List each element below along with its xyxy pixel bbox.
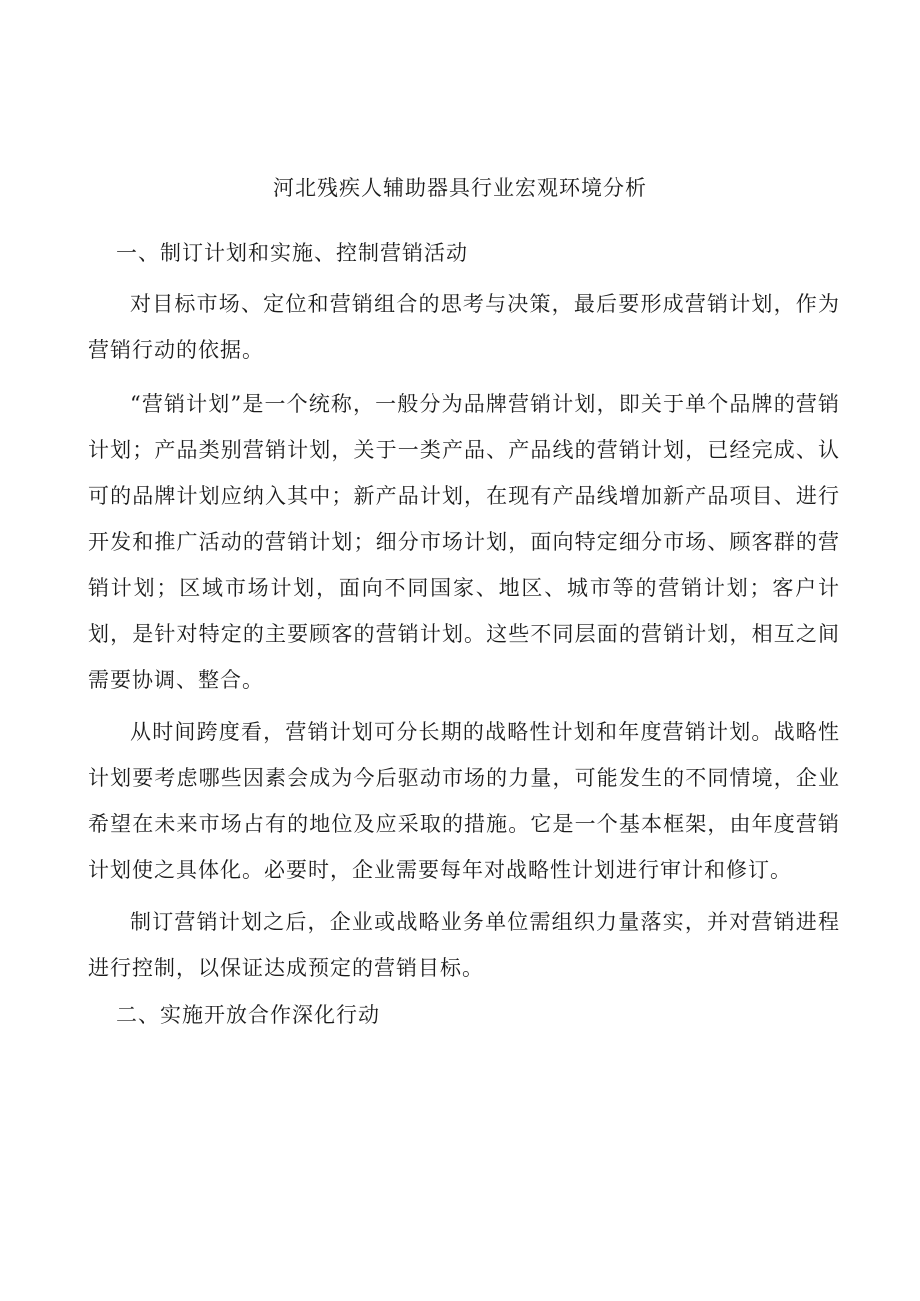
paragraph-3: 从时间跨度看，营销计划可分长期的战略性计划和年度营销计划。战略性计划要考虑哪些因素会成为今后驱动市场的力量，可能发生的不同情境，企业希望在未来市场占有的地位及应采取的措施。它是一个基本框架，由年度营销计划使之具体化。必要时，企业需要每年对战略性计划进行审计和修订。: [88, 720, 840, 882]
document-title: 河北残疾人辅助器具行业宏观环境分析: [273, 176, 647, 200]
document-body: [88, 233, 840, 1035]
section-heading-1: 一、制订计划和实施、控制营销活动: [116, 241, 468, 265]
section-heading-2: 二、实施开放合作深化行动: [116, 1003, 380, 1027]
paragraph-4: 制订营销计划之后，企业或战略业务单位需组织力量落实，并对营销进程进行控制，以保证达成预定的营销目标。: [88, 910, 840, 980]
paragraph-2: “营销计划”是一个统称，一般分为品牌营销计划，即关于单个品牌的营销计划；产品类别营销计划，关于一类产品、产品线的营销计划，已经完成、认可的品牌计划应纳入其中；新产品计划，在现有产品线增加新产品项目、进行开发和推广活动的营销计划；细分市场计划，面向特定细分市场、顾客群的营销计划；区域市场计划，面向不同国家、地区、城市等的营销计划；客户计划，是针对特定的主要顾客的营销计划。这些不同层面的营销计划，相互之间需要协调、整合。: [88, 392, 840, 692]
paragraph-1: 对目标市场、定位和营销组合的思考与决策，最后要形成营销计划，作为营销行动的依据。: [88, 292, 840, 362]
